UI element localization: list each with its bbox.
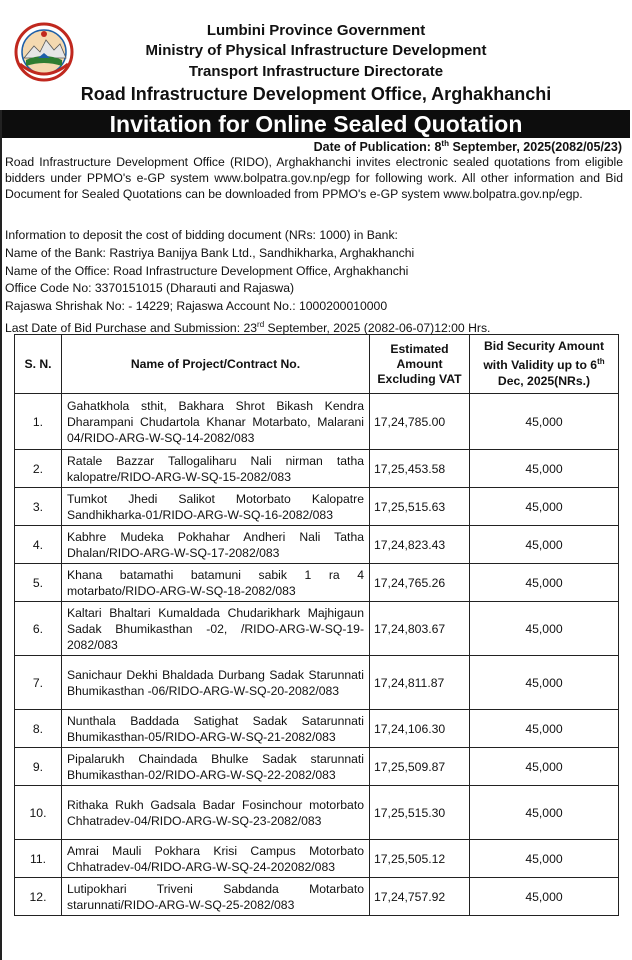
notice-banner: Invitation for Online Sealed Quotation — [2, 110, 630, 138]
table-row — [15, 786, 619, 840]
row-amount: 17,24,106.30 — [370, 710, 470, 748]
publication-sup: th — [441, 139, 449, 148]
row-name: Pipalarukh Chaindada Bhulke Sadak starunnati Bhumikasthan-02/RIDO-ARG-W-SQ-22-2082/083 — [62, 748, 370, 786]
row-sn: 4. — [15, 526, 62, 564]
header-bid-b: Dec, 2025(NRs.) — [497, 373, 591, 388]
table-row — [15, 656, 619, 710]
row-sn: 9. — [15, 748, 62, 786]
table-header-row — [15, 335, 619, 394]
row-bid: 45,000 — [470, 786, 619, 840]
row-name: Amrai Mauli Pokhara Krisi Campus Motorbato Chhatradev-04/RIDO-ARG-W-SQ-24-202082/083 — [62, 840, 370, 878]
table-row — [15, 840, 619, 878]
letterhead — [0, 0, 632, 110]
row-name: Ratale Bazzar Tallogaliharu Nali nirman tatha kalopatre/RIDO-ARG-W-SQ-15-2082/083 — [62, 450, 370, 488]
row-sn: 5. — [15, 564, 62, 602]
last-date-b: September, 2025 (2082-06-07)12:00 Hrs. — [264, 321, 491, 336]
intro-paragraph: Road Infrastructure Development Office (RIDO), Arghakhanchi invites electronic sealed quotations from eligible bidders under PPMO's e-GP system www.bolpatra.gov.np/egp for following work. All other information and Bid Document for Sealed Quotations can be downloaded from PPMO's e-GP system www.bolpatra.gov.np/egp. — [5, 155, 623, 201]
row-bid: 45,000 — [470, 488, 619, 526]
row-bid: 45,000 — [470, 710, 619, 748]
row-bid: 45,000 — [470, 878, 619, 916]
row-bid: 45,000 — [470, 748, 619, 786]
row-bid: 45,000 — [470, 840, 619, 878]
row-name: Sanichaur Dekhi Bhaldada Durbang Sadak Starunnati Bhumikasthan -06/RIDO-ARG-W-SQ-20-2082/083 — [62, 656, 370, 710]
row-bid: 45,000 — [470, 394, 619, 450]
row-amount: 17,24,803.67 — [370, 602, 470, 656]
row-bid: 45,000 — [470, 656, 619, 710]
row-name: Tumkot Jhedi Salikot Motorbato Kalopatre Sandhikharka-01/RIDO-ARG-W-SQ-16-2082/083 — [62, 488, 370, 526]
row-sn: 12. — [15, 878, 62, 916]
row-amount: 17,25,515.30 — [370, 786, 470, 840]
publication-date — [314, 139, 622, 154]
header-amount: Estimated Amount Excluding VAT — [370, 335, 470, 394]
row-sn: 11. — [15, 840, 62, 878]
row-sn: 8. — [15, 710, 62, 748]
left-border-line — [0, 110, 2, 960]
row-amount: 17,24,765.26 — [370, 564, 470, 602]
row-bid: 45,000 — [470, 526, 619, 564]
row-name: Lutipokhari Triveni Sabdanda Motarbato starunnati/RIDO-ARG-W-SQ-25-2082/083 — [62, 878, 370, 916]
row-bid: 45,000 — [470, 602, 619, 656]
row-sn: 3. — [15, 488, 62, 526]
row-amount: 17,24,811.87 — [370, 656, 470, 710]
table-row — [15, 748, 619, 786]
row-amount: 17,25,515.63 — [370, 488, 470, 526]
row-amount: 17,24,757.92 — [370, 878, 470, 916]
row-name: Khana batamathi batamuni sabik 1 ra 4 motarbato/RIDO-ARG-W-SQ-18-2082/083 — [62, 564, 370, 602]
table-row — [15, 394, 619, 450]
row-sn: 10. — [15, 786, 62, 840]
table-row — [15, 564, 619, 602]
header-sn: S. N. — [15, 335, 62, 394]
row-name: Gahatkhola sthit, Bakhara Shrot Bikash Kendra Dharampani Chudartola Khanar Motarbato, Malarani 04/RIDO-ARG-W-SQ-14-2082/083 — [62, 394, 370, 450]
row-name: Rithaka Rukh Gadsala Badar Fosinchour motorbato Chhatradev-04/RIDO-ARG-W-SQ-23-2082/083 — [62, 786, 370, 840]
publication-rest: September, 2025(2082/05/23) — [448, 140, 622, 155]
row-amount: 17,24,785.00 — [370, 394, 470, 450]
row-amount: 17,25,509.87 — [370, 748, 470, 786]
office-code-info: Office Code No: 3370151015 (Dharauti and Rajaswa) — [5, 281, 295, 295]
row-bid: 45,000 — [470, 564, 619, 602]
publication-label: Date of Publication: 8 — [313, 140, 442, 155]
bank-info: Name of the Bank: Rastriya Banijya Bank Ltd., Sandhikharka, Arghakhanchi — [5, 246, 415, 260]
table-row — [15, 710, 619, 748]
table-row — [15, 526, 619, 564]
header-bid-a: Bid Security Amount with Validity up to 6 — [483, 339, 605, 373]
row-name: Nunthala Baddada Satighat Sadak Satarunnati Bhumikasthan-05/RIDO-ARG-W-SQ-21-2082/083 — [62, 710, 370, 748]
row-name: Kabhre Mudeka Pokhahar Andheri Nali Tatha Dhalan/RIDO-ARG-W-SQ-17-2082/083 — [62, 526, 370, 564]
last-date-a: Last Date of Bid Purchase and Submission: 23 — [5, 321, 258, 336]
row-name: Kaltari Bhaltari Kumaldada Chudarikhark Majhigaun Sadak Bhumikasthan -02, /RIDO-ARG-W-SQ-19-2082/083 — [62, 602, 370, 656]
row-amount: 17,24,823.43 — [370, 526, 470, 564]
rajaswa-info: Rajaswa Shrishak No: - 14229; Rajaswa Account No.: 1000200010000 — [5, 299, 388, 313]
header-bid-sup: th — [597, 357, 605, 367]
table-row — [15, 488, 619, 526]
contracts-table — [14, 334, 619, 916]
row-amount: 17,25,453.58 — [370, 450, 470, 488]
row-amount: 17,25,505.12 — [370, 840, 470, 878]
row-sn: 7. — [15, 656, 62, 710]
table-row — [15, 450, 619, 488]
table-row — [15, 878, 619, 916]
row-sn: 1. — [15, 394, 62, 450]
last-date-sup: rd — [257, 320, 265, 329]
header-name: Name of Project/Contract No. — [62, 335, 370, 394]
row-sn: 6. — [15, 602, 62, 656]
row-bid: 45,000 — [470, 450, 619, 488]
row-sn: 2. — [15, 450, 62, 488]
ministry-title: Ministry of Physical Infrastructure Development — [145, 42, 487, 59]
directorate-title: Transport Infrastructure Directorate — [188, 63, 444, 80]
header-bid — [470, 335, 619, 394]
province-title: Lumbini Province Government — [206, 22, 426, 39]
office-info: Name of the Office: Road Infrastructure Development Office, Arghakhanchi — [5, 264, 409, 278]
deposit-info: Information to deposit the cost of bidding document (NRs: 1000) in Bank: — [5, 228, 398, 242]
table-row — [15, 602, 619, 656]
office-title: Road Infrastructure Development Office, Arghakhanchi — [80, 84, 552, 104]
